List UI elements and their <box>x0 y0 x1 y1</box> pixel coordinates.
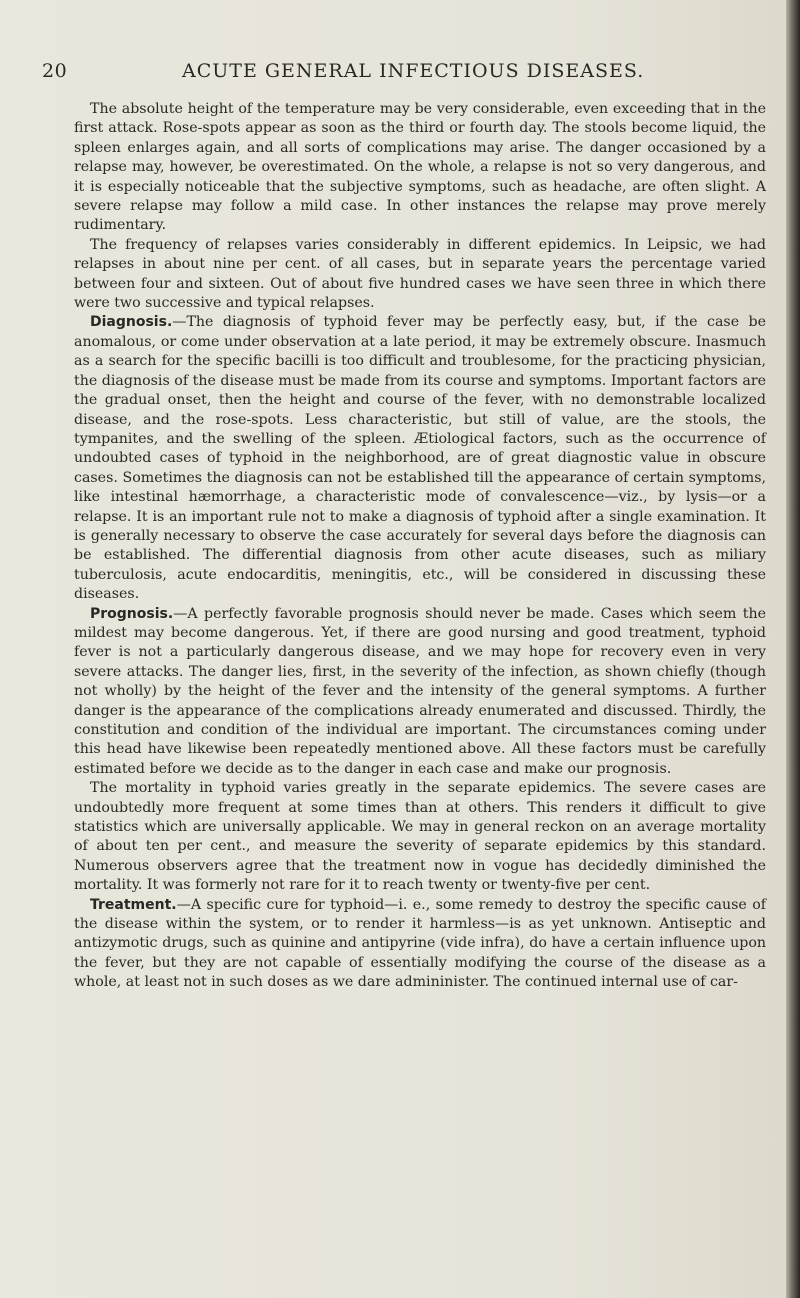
running-title: ACUTE GENERAL INFECTIOUS DISEASES. <box>182 60 645 82</box>
paragraph-prognosis <box>74 605 766 780</box>
page-number: 20 <box>42 60 68 82</box>
paragraph-diagnosis <box>74 313 766 604</box>
body-text <box>74 100 766 993</box>
paragraph-text: —A specific cure for typhoid—i. e., some remedy to destroy the specific cause of the disease within the system, or to render it harmless—is as yet unknown. Antiseptic and antizymotic drugs, such as quinine and antipyrine (vide infra), do have a certain influence upon the fever, but they are not capable of essentially modifying the course of the disease as a whole, at least not in such doses as we dare admininister. The continued internal use of car- <box>74 896 766 991</box>
page-edge-shadow <box>786 0 800 1298</box>
paragraph-text: —A perfectly favorable prognosis should never be made. Cases which seem the mildest may become dangerous. Yet, if there are good nursing and good treatment, typhoid fever is not a particularly dangerous disease, and we may hope for recovery even in very severe attacks. The danger lies, first, in the severity of the infection, as shown chiefly (though not wholly) by the height of the fever and the intensity of the general symptoms. A further danger is the appearance of the complications already enumerated and discussed. Thirdly, the constitution and condition of the individual are important. The circumstances coming under this head have likewise been repeatedly mentioned above. All these factors must be carefully estimated before we decide as to the danger in each case and make our prognosis. <box>74 605 766 777</box>
paragraph-relapse-height <box>74 100 766 236</box>
section-heading-diagnosis: Diagnosis. <box>90 314 173 331</box>
section-heading-treatment: Treatment. <box>90 896 177 913</box>
paragraph-mortality <box>74 779 766 895</box>
paragraph-text: —The diagnosis of typhoid fever may be perfectly easy, but, if the case be anomalous, or come under observation at a late period, it may be extremely obscure. Inasmuch as a search for the specific bacilli is too difficult and troublesome, for the practicing physician, the diagnosis of the disease must be made from its course and symptoms. Important factors are the gradual onset, then the height and course of the fever, with no demonstrable localized disease, and the rose-spots. Less characteristic, but still of value, are the stools, the tympanites, and the swelling of the spleen. Ætiological factors, such as the occurrence of undoubted cases of typhoid in the neighborhood, are of great diagnostic value in obscure cases. Sometimes the diagnosis can not be established till the appearance of certain symptoms, like intestinal hæmorrhage, a characteristic mode of convalescence—viz., by lysis—or a relapse. It is an important rule not to make a diagnosis of typhoid after a single examination. It is generally necessary to observe the case accurately for several days before the diagnosis can be established. The differential diagnosis from other acute diseases, such as miliary tuberculosis, acute endocarditis, meningitis, etc., will be considered in discussing these diseases. <box>74 314 766 603</box>
paragraph-relapse-frequency <box>74 236 766 314</box>
section-heading-prognosis: Prognosis. <box>90 605 174 622</box>
paragraph-text: The mortality in typhoid varies greatly in the separate epidemics. The severe cases are undoubtedly more frequent at some times than at others. This renders it difficult to give statistics which are universally applicable. We may in general reckon on an average mortality of about ten per cent., and measure the severity of separate epidemics by this standard. Numerous observers agree that the treatment now in vogue has decidedly diminished the mortality. It was formerly not rare for it to reach twenty or twenty-five per cent. <box>74 780 766 894</box>
paragraph-treatment <box>74 896 766 993</box>
paragraph-text: The absolute height of the temperature may be very considerable, even exceeding that in the first attack. Rose-spots appear as soon as the third or fourth day. The stools become liquid, the spleen enlarges again, and all sorts of complications may arise. The danger occasioned by a relapse may, however, be overestimated. On the whole, a relapse is not so very dangerous, and it is especially noticeable that the subjective symptoms, such as headache, are often slight. A severe relapse may follow a mild case. In other instances the relapse may prove merely rudimentary. <box>74 101 766 234</box>
page-header <box>42 60 762 86</box>
paragraph-text: The frequency of relapses varies considerably in different epidemics. In Leipsic, we had relapses in about nine per cent. of all cases, but in separate years the percentage varied between four and sixteen. Out of about five hundred cases we have seen three in which there were two successive and typical relapses. <box>74 236 766 312</box>
